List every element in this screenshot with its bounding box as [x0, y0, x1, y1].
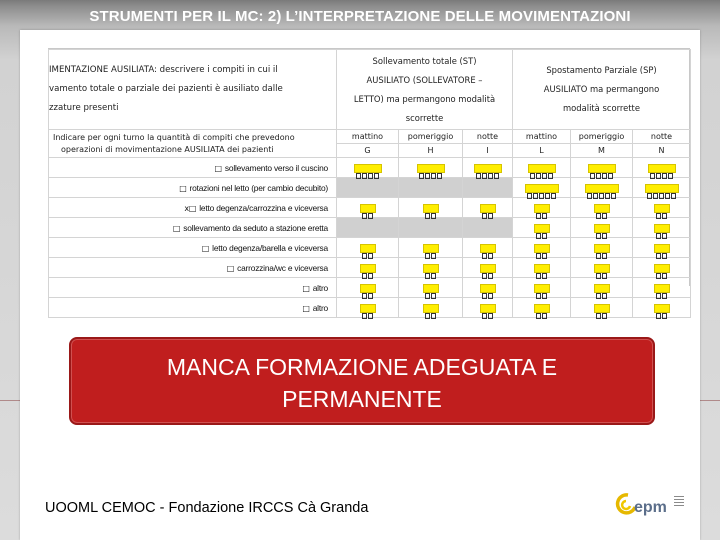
count-input-box[interactable] — [480, 284, 496, 293]
epm-logo — [614, 490, 684, 526]
logo-wordmark: epm — [634, 499, 667, 516]
task-row — [49, 258, 691, 278]
count-input-cell[interactable] — [337, 258, 399, 278]
st-line: scorrette — [405, 112, 444, 123]
digit-box — [374, 173, 379, 179]
digit-box — [368, 313, 373, 319]
task-label: rotazioni nel letto (per cambio decubito) — [189, 182, 328, 193]
st-line: Sollevamento totale (ST) — [372, 55, 477, 66]
task-label: sollevamento verso il cuscino — [224, 162, 328, 173]
count-input-box[interactable] — [354, 164, 382, 173]
count-input-box[interactable] — [360, 304, 376, 313]
task-label: altro — [312, 282, 328, 293]
count-input-cell[interactable] — [513, 298, 571, 318]
digit-box — [671, 193, 676, 199]
count-input-box[interactable] — [648, 164, 676, 173]
count-input-box[interactable] — [525, 184, 559, 193]
count-input-box[interactable] — [534, 224, 550, 233]
sp-line: AUSILIATO ma permangono — [543, 84, 660, 94]
digit-box — [542, 313, 547, 319]
count-input-cell[interactable] — [633, 178, 691, 198]
task-row — [49, 178, 691, 198]
task-label-cell — [49, 178, 337, 198]
count-input-cell[interactable] — [399, 298, 463, 318]
digit-box — [647, 193, 652, 199]
count-input-cell[interactable] — [399, 278, 463, 298]
count-input-cell[interactable] — [633, 258, 691, 278]
count-input-box[interactable] — [654, 264, 670, 273]
count-input-cell[interactable] — [513, 218, 571, 238]
shift-header: mattino — [513, 130, 571, 144]
count-input-cell[interactable] — [571, 218, 633, 238]
count-input-cell[interactable] — [399, 258, 463, 278]
count-input-cell — [463, 178, 513, 198]
count-input-cell[interactable] — [571, 178, 633, 198]
digit-box — [425, 173, 430, 179]
count-input-box[interactable] — [534, 284, 550, 293]
request-line: operazioni di movimentazione AUSILIATA dei pazienti — [61, 144, 274, 154]
count-input-cell[interactable] — [513, 258, 571, 278]
count-input-box[interactable] — [594, 244, 610, 253]
count-input-box[interactable] — [534, 204, 550, 213]
count-input-box[interactable] — [360, 244, 376, 253]
count-input-cell[interactable] — [633, 238, 691, 258]
st-line: LETTO) ma permangono modalità — [353, 93, 496, 104]
count-input-cell[interactable] — [571, 298, 633, 318]
count-input-cell[interactable] — [571, 278, 633, 298]
count-input-box[interactable] — [480, 304, 496, 313]
count-input-box[interactable] — [654, 304, 670, 313]
digit-box — [368, 173, 373, 179]
count-input-cell[interactable] — [463, 238, 513, 258]
digit-box — [362, 213, 367, 219]
count-input-cell[interactable] — [633, 218, 691, 238]
column-letter: L — [513, 144, 571, 158]
slide-title: STRUMENTI PER IL MC: 2) L’INTERPRETAZIONE DELLE MOVIMENTAZIONI — [89, 8, 631, 25]
task-checkbox[interactable]: □ — [172, 223, 181, 233]
column-letter: I — [463, 144, 513, 158]
task-checkbox[interactable]: x□ — [184, 203, 197, 213]
count-input-box[interactable] — [654, 284, 670, 293]
count-input-cell[interactable] — [633, 198, 691, 218]
count-input-cell[interactable] — [513, 278, 571, 298]
count-input-cell[interactable] — [633, 158, 691, 178]
count-input-cell — [337, 218, 399, 238]
shift-header: mattino — [337, 130, 399, 144]
count-input-cell — [463, 218, 513, 238]
count-input-box[interactable] — [423, 284, 439, 293]
task-checkbox[interactable]: □ — [179, 183, 187, 193]
digit-box — [488, 173, 493, 179]
digit-box — [431, 213, 436, 219]
digit-box — [437, 173, 442, 179]
count-input-cell[interactable] — [463, 258, 513, 278]
warning-banner — [69, 337, 655, 425]
count-input-box[interactable] — [528, 164, 556, 173]
digit-box — [662, 313, 667, 319]
count-input-box[interactable] — [588, 164, 616, 173]
task-row — [49, 218, 691, 238]
count-input-cell[interactable] — [399, 158, 463, 178]
task-checkbox[interactable]: □ — [214, 163, 222, 173]
count-input-box[interactable] — [654, 204, 670, 213]
footer-text: UOOML CEMOC - Fondazione IRCCS Cà Granda — [45, 500, 369, 516]
count-input-box[interactable] — [594, 204, 610, 213]
assessment-table — [48, 48, 690, 313]
count-input-cell[interactable] — [571, 158, 633, 178]
digit-box — [362, 313, 367, 319]
count-input-cell[interactable] — [337, 158, 399, 178]
count-input-box[interactable] — [585, 184, 619, 193]
digit-box — [551, 193, 556, 199]
task-checkbox[interactable]: □ — [302, 283, 310, 293]
count-input-cell — [337, 178, 399, 198]
digit-box — [356, 173, 361, 179]
task-row — [49, 298, 691, 318]
task-label-cell — [49, 298, 337, 318]
intro-line: IMENTAZIONE AUSILIATA: descrivere i compiti in cui il — [49, 65, 278, 75]
digit-box — [587, 193, 592, 199]
st-header — [337, 50, 513, 130]
count-input-box[interactable] — [534, 244, 550, 253]
digit-box — [611, 193, 616, 199]
left-divider — [0, 400, 20, 401]
count-input-box[interactable] — [645, 184, 679, 193]
count-input-box[interactable] — [423, 264, 439, 273]
sp-line: Spostamento Parziale (SP) — [546, 65, 657, 75]
count-input-box[interactable] — [417, 164, 445, 173]
shift-header: notte — [633, 130, 691, 144]
task-row — [49, 158, 691, 178]
task-label-cell — [49, 198, 337, 218]
task-label: altro — [312, 302, 328, 313]
task-label-cell — [49, 238, 337, 258]
banner-line: PERMANENTE — [282, 386, 442, 412]
digit-box — [527, 193, 532, 199]
count-input-cell[interactable] — [399, 198, 463, 218]
count-input-box[interactable] — [594, 264, 610, 273]
count-input-cell[interactable] — [337, 238, 399, 258]
count-input-box[interactable] — [654, 244, 670, 253]
digit-box — [602, 313, 607, 319]
task-label-cell — [49, 278, 337, 298]
task-row — [49, 238, 691, 258]
digit-box — [488, 213, 493, 219]
task-label-cell — [49, 158, 337, 178]
intro-line: zzature presenti — [49, 103, 119, 113]
task-label-cell — [49, 258, 337, 278]
task-row — [49, 198, 691, 218]
count-input-box[interactable] — [594, 304, 610, 313]
sp-line: modalità scorrette — [563, 103, 640, 113]
task-checkbox[interactable]: □ — [226, 263, 235, 273]
request-line: Indicare per ogni turno la quantità di compiti che prevedono — [53, 132, 295, 142]
count-input-cell[interactable] — [337, 278, 399, 298]
task-label: letto degenza/carrozzina e viceversa — [199, 202, 328, 213]
count-input-box[interactable] — [534, 304, 550, 313]
digit-box — [368, 213, 373, 219]
count-input-box[interactable] — [654, 224, 670, 233]
digit-box — [488, 313, 493, 319]
digit-box — [476, 173, 481, 179]
count-input-cell[interactable] — [337, 298, 399, 318]
digit-box — [431, 313, 436, 319]
digit-box — [425, 213, 430, 219]
intro-cell — [49, 50, 337, 130]
count-input-cell[interactable] — [571, 258, 633, 278]
digit-box — [419, 173, 424, 179]
digit-box — [656, 313, 661, 319]
count-input-cell[interactable] — [571, 198, 633, 218]
count-input-box[interactable] — [474, 164, 502, 173]
count-input-box[interactable] — [423, 244, 439, 253]
count-input-cell[interactable] — [633, 278, 691, 298]
column-letter: H — [399, 144, 463, 158]
count-input-box[interactable] — [594, 224, 610, 233]
count-input-box[interactable] — [360, 204, 376, 213]
count-input-box[interactable] — [360, 264, 376, 273]
count-input-box[interactable] — [480, 264, 496, 273]
count-input-cell[interactable] — [513, 238, 571, 258]
task-label: sollevamento da seduto a stazione eretta — [183, 222, 328, 233]
count-input-cell[interactable] — [463, 198, 513, 218]
task-checkbox[interactable]: □ — [201, 243, 210, 253]
digit-box — [494, 173, 499, 179]
digit-box — [482, 213, 487, 219]
column-letter: N — [633, 144, 691, 158]
column-letter: G — [337, 144, 399, 158]
count-input-cell[interactable] — [337, 198, 399, 218]
right-divider — [700, 400, 720, 401]
count-input-box[interactable] — [480, 244, 496, 253]
count-input-cell[interactable] — [399, 238, 463, 258]
count-input-cell[interactable] — [513, 158, 571, 178]
banner-line: MANCA FORMAZIONE ADEGUATA E — [166, 354, 558, 380]
shift-header: pomeriggio — [571, 130, 633, 144]
count-input-cell — [399, 218, 463, 238]
count-input-box[interactable] — [594, 284, 610, 293]
task-label-cell — [49, 218, 337, 238]
task-label: carrozzina/wc e viceversa — [237, 262, 328, 273]
count-input-cell[interactable] — [633, 298, 691, 318]
count-input-box[interactable] — [480, 204, 496, 213]
count-input-cell[interactable] — [513, 198, 571, 218]
count-input-cell[interactable] — [463, 158, 513, 178]
sp-header — [513, 50, 691, 130]
count-input-cell[interactable] — [571, 238, 633, 258]
column-letter: M — [571, 144, 633, 158]
count-input-cell — [399, 178, 463, 198]
logo-tagline-lines — [674, 496, 684, 512]
digit-box — [482, 173, 487, 179]
shift-header: pomeriggio — [399, 130, 463, 144]
count-input-box[interactable] — [360, 284, 376, 293]
count-input-cell[interactable] — [513, 178, 571, 198]
count-input-box[interactable] — [534, 264, 550, 273]
task-row — [49, 278, 691, 298]
shift-header: notte — [463, 130, 513, 144]
request-cell — [49, 130, 337, 158]
digit-box — [431, 173, 436, 179]
digit-box — [596, 313, 601, 319]
task-label: letto degenza/barella e viceversa — [212, 242, 328, 253]
count-input-box[interactable] — [423, 204, 439, 213]
digit-box — [536, 313, 541, 319]
intro-line: vamento totale o parziale dei pazienti è ausiliato dalle — [49, 84, 283, 94]
digit-box — [482, 313, 487, 319]
st-line: AUSILIATO (SOLLEVATORE – — [366, 74, 483, 85]
digit-box — [362, 173, 367, 179]
count-input-box[interactable] — [423, 304, 439, 313]
count-input-cell[interactable] — [463, 278, 513, 298]
digit-box — [425, 313, 430, 319]
task-checkbox[interactable]: □ — [302, 303, 310, 313]
count-input-cell[interactable] — [463, 298, 513, 318]
